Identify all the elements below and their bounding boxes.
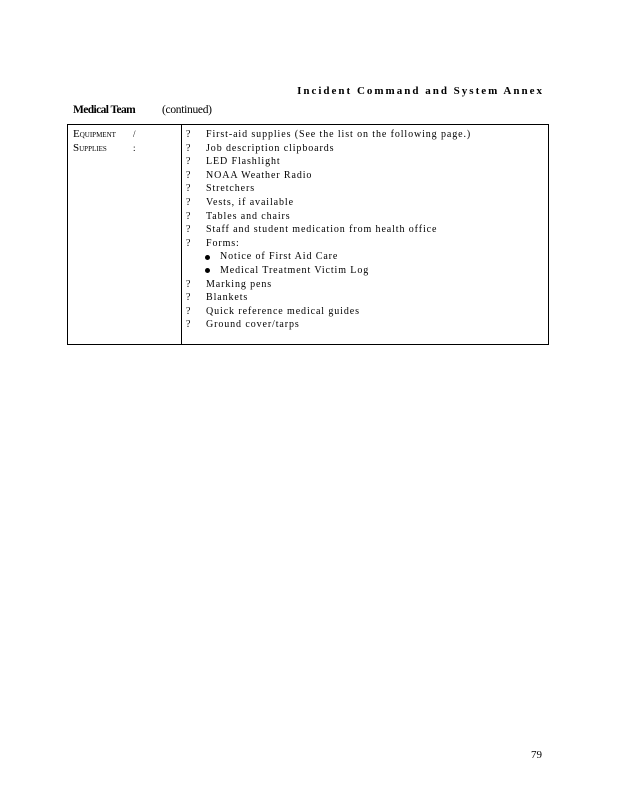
label-supplies-initial: S [73,142,80,154]
annex-header: Incident Command and System Annex [297,85,544,97]
sub-item-text: Notice of First Aid Care [220,251,339,263]
supply-list [186,128,544,332]
bullet-symbol: ? [186,224,191,236]
list-item [186,182,544,196]
bullet-symbol: ? [186,183,191,195]
item-text: Forms: [206,237,240,249]
bullet-dot-icon [205,255,210,260]
bullet-symbol: ? [186,237,191,249]
item-text: Vests, if available [206,196,294,208]
item-text: Ground cover/tarps [206,319,300,331]
bullet-symbol: ? [186,305,191,317]
bullet-symbol: ? [186,196,191,208]
bullet-symbol: ? [186,169,191,181]
item-text: Tables and chairs [206,210,291,222]
list-item [186,128,544,142]
list-item [186,223,544,237]
item-text: Stretchers [206,183,255,195]
list-item [186,210,544,224]
label-equipment-separator: / [133,129,136,139]
label-supplies-separator: : [133,143,136,153]
list-item [186,237,544,251]
section-subtitle: (continued) [162,104,212,116]
label-equipment-rest: QUIPMENT [79,131,116,139]
list-item [186,291,544,305]
list-item [186,278,544,292]
item-text: Staff and student medication from health office [206,224,438,236]
item-text: LED Flashlight [206,156,281,168]
page-number: 79 [531,749,542,761]
label-supplies-rest: UPPLIES [79,145,107,153]
equipment-supplies-table [67,124,549,345]
bullet-symbol: ? [186,129,191,140]
bullet-symbol: ? [186,319,191,331]
list-item [186,196,544,210]
bullet-symbol: ? [186,278,191,290]
bullet-symbol: ? [186,142,191,154]
item-text: Job description clipboards [206,142,335,154]
label-equipment-initial: E [73,128,80,140]
equipment-supplies-label [73,128,136,156]
bullet-symbol: ? [186,156,191,168]
column-divider [181,125,182,344]
item-text: Blankets [206,292,249,304]
item-text: Quick reference medical guides [206,305,360,317]
bullet-dot-icon [205,268,210,273]
item-text: NOAA Weather Radio [206,169,313,181]
list-item [186,155,544,169]
list-item [186,169,544,183]
list-item [186,305,544,319]
bullet-symbol: ? [186,292,191,304]
list-item [186,142,544,156]
list-item [186,318,544,332]
bullet-symbol: ? [186,210,191,222]
form-sub-item [186,264,544,278]
item-text: Marking pens [206,278,273,290]
item-text: First-aid supplies (See the list on the following page.) [206,129,472,140]
form-sub-item [186,250,544,264]
section-title: Medical Team [73,104,136,116]
sub-item-text: Medical Treatment Victim Log [220,264,370,276]
